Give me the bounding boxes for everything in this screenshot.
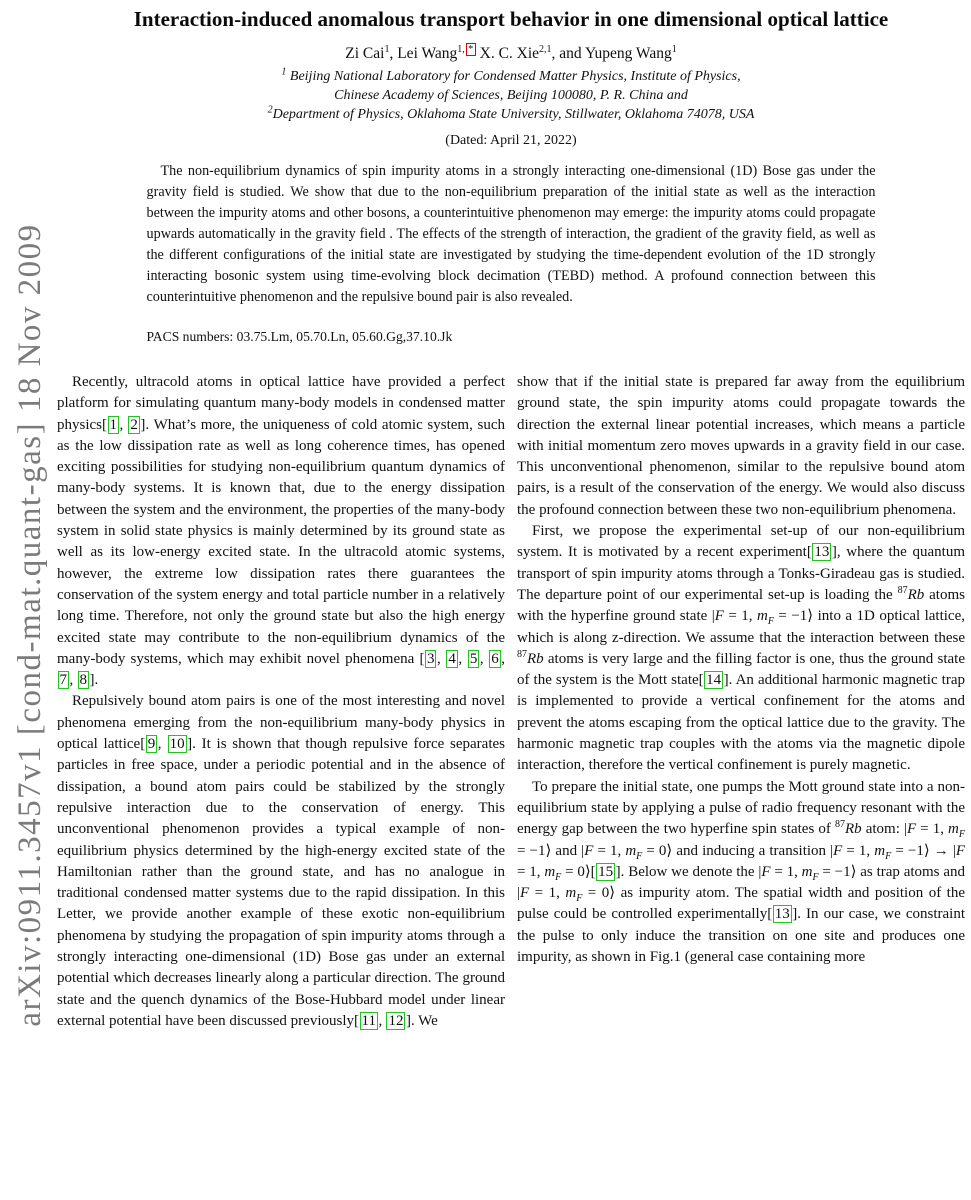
column-right (517, 372, 965, 1032)
citation-link[interactable]: 15 (598, 863, 614, 880)
citation-link[interactable]: 6 (491, 650, 499, 667)
citation-link[interactable]: 13 (774, 906, 790, 923)
citation-link[interactable]: 7 (59, 672, 67, 689)
paragraph-intro: Recently, ultracold atoms in optical lattice have provided a perfect platform for simulating quantum many-body models in condensed matter physics[ 1 , 2 ]. What’s more, the uniqueness of cold atomic system, such as the low dissipation rate as well as long coherence times, has opened exciting possibilities for studying non-equilibrium quantum dynamics of many-body systems. It is known that, due to the energy dissipation between the system and the environment, the properties of the many-body system in solid state physics is mainly determined by its ground state as well as its low-energy excited state. In the ultracold atomic systems, however, the extreme low dissipation rates there guarantees the conservation of the system energy and total particle number in a relatively long time. Therefore, not only the ground state but also the high energy excited state may contribute to the non-equilibrium dynamics of the many-body systems, which may exhibit novel phenomena [ 3 , 4 , 5 , 6 , 7 , 8 ]. (57, 374, 506, 689)
footnote-link[interactable]: * (466, 43, 476, 56)
paragraph-experimental-setup: First, we propose the experimental set-up of our non-equilibrium system. It is motivated by a recent experiment[ 13 ], where the quantum transport of spin impurity atoms through a Tonks-Giradeau gas is studied. The departure point of our experimental set-up is loading the $^{87}$Rb atoms with the hyperfine ground state |F = 1, $m_F$ = −1⟩ into a 1D optical lattice, which is along z-direction. We assume that the interaction between these $^{87}$Rb atoms is very large and the filling factor is one, thus the ground state of the system is the Mott state[ 14 ]. An additional harmonic magnetic trap is implemented to provide a vertical confinement for the atoms and prevent the atoms escaping from the optical lattice due to the gravity. The harmonic magnetic trap couples with the atoms via the magnetic dipole interaction, therefore the vertical confinement is purely magnetic. (517, 523, 965, 774)
affiliations (57, 67, 965, 124)
affiliation-line-2: Chinese Academy of Sciences, Beijing 100080, P. R. China and (334, 88, 688, 103)
author-line: Zi Cai$^1$, Lei Wang$^{1,}$ * X. C. Xie$^{2,1}$, and Yupeng Wang$^1$ (345, 43, 677, 62)
paragraph-bound-pairs: Repulsively bound atom pairs is one of the most interesting and novel phenomena emerging from the non-equilibrium many-body physics in optical lattice[ 9 , 10 ]. It is shown that though repulsive force separates particles in free space, under a periodic potential and in the absence of dissipation, a bound atom pairs could be stabilized by the strongly repulsive interaction due to the conservation of energy. This unconventional phenomenon provides a typical example of non-equilibrium physics determined by the high-energy excited state of the Hamiltonian rather than the ground state, and has no analogue in traditional condensed matter systems due to the rapid dissipation. In this Letter, we provide another example of these exotic non-equilibrium phenomena by studying the propagation of spin impurity atoms through a strongly interacting one-dimensional (1D) Bose gas under an external potential which decreases linearly along a particular direction. The ground state and the quench dynamics of the Bose-Hubbard model under linear external potential have been discussed previously[ 11 , 12 ]. We (57, 693, 505, 1029)
abstract: The non-equilibrium dynamics of spin impurity atoms in a strongly interacting one-dimensional (1D) Bose gas under the gravity field is studied. We show that due to the non-equilibrium preparation of the initial state as well as the interaction between the impurity atoms and other bosons, a counterintuitive phenomenon may emerge: the impurity atoms could propagate upwards automatically in the gravity field . The effects of the strength of interaction, the gradient of the gravity field, as well as the different configurations of the initial state are investigated by studying the time-dependent evolution of the 1D strongly interacting bosonic system using time-evolving block decimation (TEBD) method. A profound connection between this counterintuitive phenomenon and the repulsive bound pair is also revealed. (146, 163, 876, 305)
body-columns (57, 372, 965, 1032)
pacs-line: PACS numbers: 03.75.Lm, 05.70.Ln, 05.60.Gg,37.10.Jk (146, 329, 453, 344)
dated-line: (Dated: April 21, 2022) (445, 133, 577, 148)
citation-link[interactable]: 1 (109, 416, 117, 433)
citation-link[interactable]: 12 (388, 1012, 404, 1029)
citation-link[interactable]: 13 (814, 544, 830, 561)
citation-link[interactable]: 5 (469, 650, 478, 667)
citation-link[interactable]: 4 (448, 650, 456, 667)
citation-link[interactable]: 14 (706, 672, 722, 689)
citation-link[interactable]: 3 (426, 650, 435, 667)
citation-link[interactable]: 11 (361, 1012, 376, 1029)
column-left (57, 372, 505, 1032)
citation-link[interactable]: 10 (169, 736, 185, 753)
paragraph-initial-state: To prepare the initial state, one pumps the Mott ground state into a non-equilibrium state by applying a pulse of radio frequency resonant with the energy gap between the two hyperfine spin states of $^{87}$Rb atom: |F = 1, $m_F$ = −1⟩ and |F = 1, $m_F$ = 0⟩ and inducing a transition |F = 1, $m_F$ = −1⟩ → |F = 1, $m_F$ = 0⟩[ 15 ]. Below we denote the |F = 1, $m_F$ = −1⟩ as trap atoms and |F = 1, $m_F$ = 0⟩ as impurity atom. The spatial width and position of the pulse could be controlled experimentally[ 13 ]. In our case, we constraint the pulse to only induce the transition on one site and produces one impurity, as shown in Fig.1 (general case containing more (517, 778, 966, 966)
affiliation-line-3: $^2$Department of Physics, Oklahoma State University, Stillwater, Oklahoma 74078, USA (267, 104, 755, 122)
citation-link[interactable]: 8 (79, 672, 87, 689)
citation-link[interactable]: 2 (130, 416, 138, 433)
affiliation-line-1: $^1$ Beijing National Laboratory for Condensed Matter Physics, Institute of Physics, (281, 66, 741, 84)
arxiv-watermark: arXiv:0911.3457v1 [cond-mat.quant-gas] 18 Nov 2009 (12, 223, 48, 1027)
paragraph-continuation: show that if the initial state is prepared far away from the equilibrium ground state, the spin impurity atoms could propagate towards the direction the external linear potential increases, which means a particle with initial momentum zero moves upwards in a gravity field in our case. This unconventional phenomenon, similar to the repulsive bound atom pairs, is a result of the conservation of the energy. We would also discuss the profound connection between these two non-equilibrium phenomena. (517, 374, 965, 518)
paper-title: Interaction-induced anomalous transport behavior in one dimensional optical lattice (133, 7, 889, 31)
paper-content (0, 6, 971, 1032)
citation-link[interactable]: 9 (147, 736, 156, 753)
